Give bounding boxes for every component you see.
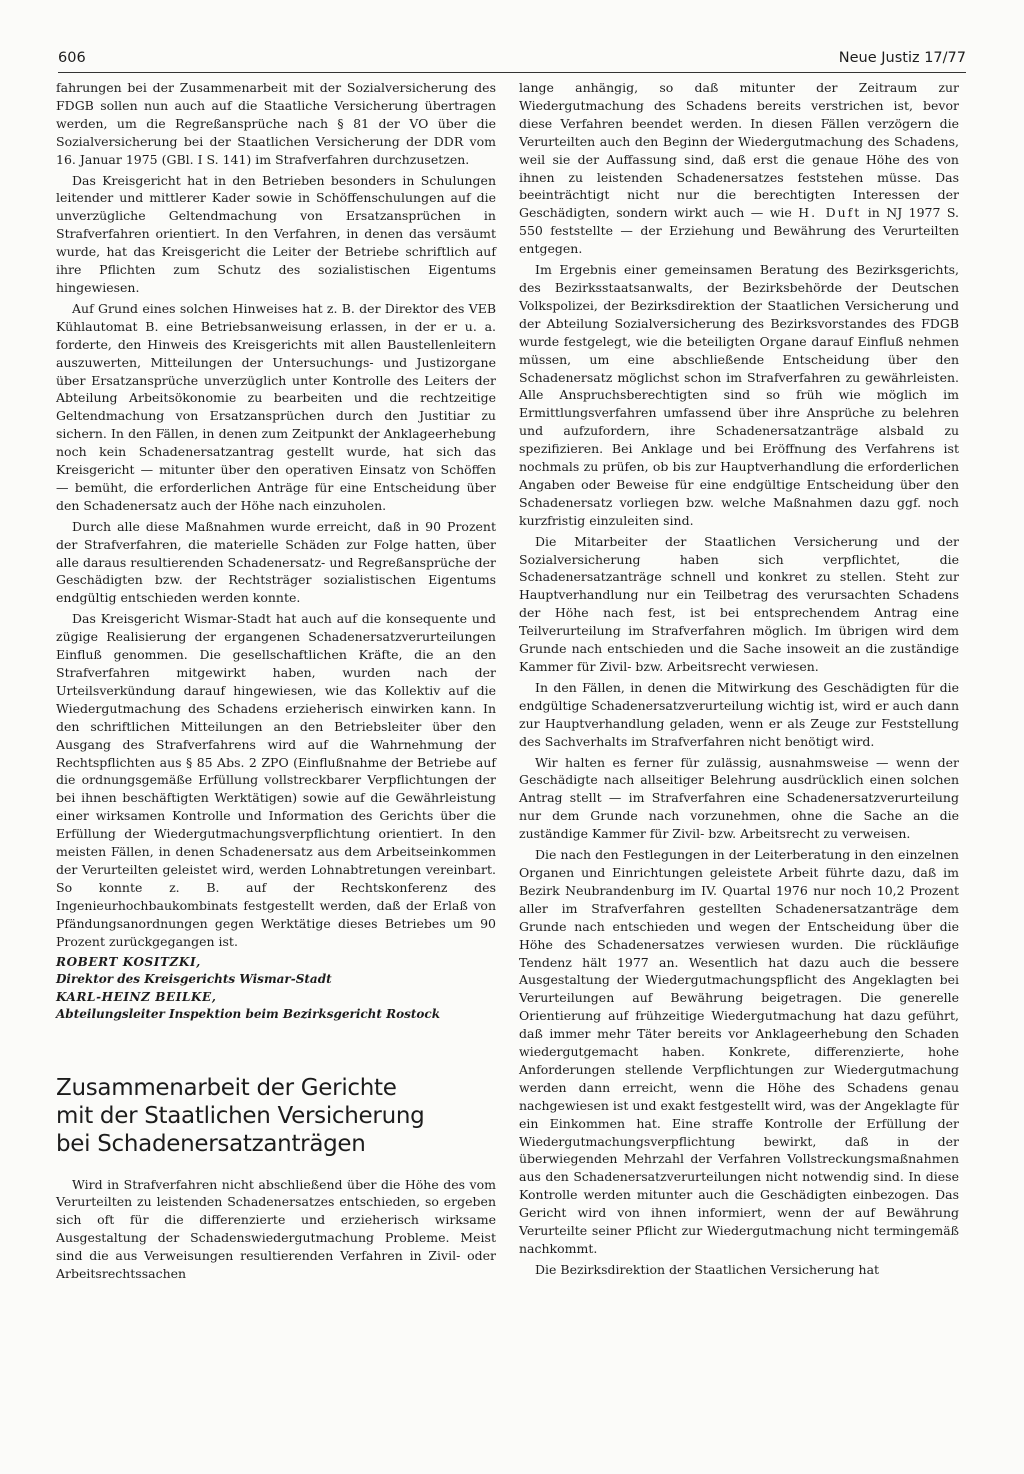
author-signature xyxy=(56,954,496,1024)
paragraph: Wir halten es ferner für zulässig, ausnahmsweise — wenn der Geschädigte nach allseitiger Belehrung ausdrücklich einen solchen Antrag stellt — im Strafverfahren eine Schadenersatzverurteilung nur dem Grunde nach vorzunehmen, ohne die Sache an die zuständige Kammer für Zivil- bzw. Arbeitsrecht zu verweisen. xyxy=(519,754,959,842)
title-line: mit der Staatlichen Versicherung xyxy=(56,1102,425,1129)
paragraph-text: in NJ 1977 S. 550 feststellte — der Erziehung und Bewährung des Verurteilten entgegen. xyxy=(519,205,959,257)
article-title xyxy=(56,1074,496,1158)
page-header xyxy=(58,50,966,74)
paragraph: In den Fällen, in denen die Mitwirkung des Geschädigten für die endgültige Schadenersatzverurteilung wichtig ist, wird er auch dann zur Hauptverhandlung geladen, wenn er als Zeuge zur Feststellung des Sachverhalts im Strafverfahren nicht benötigt wird. xyxy=(519,679,959,749)
paragraph: Im Ergebnis einer gemeinsamen Beratung des Bezirksgerichts, des Bezirksstaatsanwalts, der Bezirksbehörde der Deutschen Volkspolizei, der Bezirksdirektion der Staatlichen Versicherung und der Abteilung Sozialversicherung des Bezirksvorstandes des FDGB wurde festgelegt, wie die beteiligten Organe darauf Einfluß nehmen müssen, um eine abschließende Entscheidung über den Schadenersatz möglichst schon im Strafverfahren zu gewährleisten. Alle Anspruchsberechtigten sind so früh wie möglich im Ermittlungsverfahren umfassend über ihre Ansprüche zu belehren und aufzufordern, ihre Schadenersatzanträge alsbald zu spezifizieren. Bei Anklage und bei Eröffnung des Verfahrens ist nochmals zu prüfen, ob bis zur Hauptverhandlung die erforderlichen Angaben oder Beweise für eine endgültige Entscheidung über den Schadenersatz vorliegen bzw. welche Maßnahmen dazu ggf. noch kurzfristig einzuleiten sind. xyxy=(519,262,959,528)
journal-issue: Neue Justiz 17/77 xyxy=(838,50,966,66)
paragraph: Die nach den Festlegungen in der Leiterberatung in den einzelnen Organen und Einrichtungen geleistete Arbeit führte dazu, daß im Bezirk Neubrandenburg im IV. Quartal 1976 nur noch 10,2 Prozent aller im Strafverfahren gestellten Schadenersatzanträge dem Grunde nach entschieden und wegen der Entscheidung über die Höhe des Schadenersatzes verwiesen wurden. Die rückläufige Tendenz hält 1977 an. Wesentlich hat dazu auch die bessere Ausgestaltung der Wiedergutmachungspflicht des Angeklagten bei Verurteilungen auf Bewährung beigetragen. Die generelle Orientierung auf frühzeitige Wiedergutmachung hat dazu geführt, daß immer mehr Täter bereits vor Anklageerhebung den Schaden wiedergutgemacht haben. Konkrete, differenzierte, hohe Anforderungen stellende Verpflichtungen zur Wiedergutmachung werden dann erreicht, wenn die Höhe des Schadens genau nachgewiesen ist und exakt festgestellt wird, was der Angeklagte für ein Einkommen hat. Eine straffe Kontrolle der Erfüllung der Wiedergutmachungsverpflichtung bewirkt, daß in der überwiegenden Mehrzahl der Verfahren Vollstreckungsmaßnahmen aus den Schadenersatzverurteilungen nicht notwendig sind. In diese Kontrolle werden mitunter auch die Geschädigten einbezogen. Das Gericht wird von ihnen informiert, wenn der auf Bewährung Verurteilte seiner Pflicht zur Wiedergutmachung nicht termingemäß nachkommt. xyxy=(519,847,959,1256)
author-name: KARL-HEINZ BEILKE, xyxy=(56,989,217,1004)
author-name: ROBERT KOSITZKI, xyxy=(56,954,201,969)
paragraph: Das Kreisgericht Wismar-Stadt hat auch auf die konsequente und zügige Realisierung der ergangenen Schadenersatzverurteilungen Einfluß genommen. Die gesellschaftlichen Kräfte, die an den Strafverfahren mitgewirkt haben, wurden nach der Urteilsverkündung darauf hingewiesen, wie das Kollektiv auf die Wiedergutmachung des Schadens erzieherisch einwirken kann. In den schriftlichen Mitteilungen an den Betriebsleiter über den Ausgang des Strafverfahrens wird auf die Wahrnehmung der Rechtspflichten aus § 85 Abs. 2 ZPO (Einflußnahme der Betriebe auf die ordnungsgemäße Erfüllung vollstreckbarer Verpflichtungen der bei ihnen beschäftigten Werktätigen) sowie auf die Gewährleistung einer wirksamen Kontrolle und Information des Gerichts über die Erfüllung der Wiedergutmachungsverpflichtung orientiert. In den meisten Fällen, in denen Schadenersatz aus dem Arbeitseinkommen der Verurteilten geleistet wird, werden Lohnabtretungen vereinbart. So konnte z. B. auf der Rechtskonferenz des Ingenieurhochbaukombinats festgestellt werden, daß der Erlaß von Pfändungsanordnungen gegen Werktätige dieses Betriebes um 90 Prozent zurückgegangen ist. xyxy=(56,611,496,949)
paragraph: Durch alle diese Maßnahmen wurde erreicht, daß in 90 Prozent der Strafverfahren, die materielle Schäden zur Folge hatten, über alle daraus resultierenden Schadenersatz- und Regreßansprüche der Geschädigten bzw. der Rechtsträger sozialistischen Eigentums endgültig entschieden werden konnte. xyxy=(56,518,496,606)
header-rule xyxy=(58,72,966,73)
author-role: Direktor des Kreisgerichts Wismar-Stadt xyxy=(56,972,332,986)
paragraph: fahrungen bei der Zusammenarbeit mit der Sozialversicherung des FDGB sollen nun auch auf die Staatliche Versicherung übertragen werden, um die Regreßansprüche nach § 81 der VO über die Sozialversicherung bei der Staatlichen Versicherung der DDR vom 16. Januar 1975 (GBl. I S. 141) im Strafverfahren durchzusetzen. xyxy=(56,80,496,167)
cited-author: H. Duft xyxy=(798,205,862,221)
paragraph-text: lange anhängig, so daß mitunter der Zeitraum zur Wiedergutmachung des Schadens bereits verstrichen ist, bevor diese Verfahren beendet werden. In diesen Fällen verzögern die Verurteilten auch den Beginn der Wiedergutmachung des Schadens, weil sie der Auffassung sind, daß erst die genaue Höhe des von ihnen zu leistenden Schadenersatzes feststehen müsse. Das beeinträchtigt nicht nur die berechtigten Interessen der Geschädigten, sondern wirkt auch — wie xyxy=(519,80,959,221)
page-number: 606 xyxy=(58,50,86,66)
author-role: Abteilungsleiter Inspektion beim Bezirksgericht Rostock xyxy=(56,1007,441,1021)
title-line: Zusammenarbeit der Gerichte xyxy=(56,1074,397,1101)
left-column xyxy=(56,79,496,1286)
paragraph xyxy=(519,79,959,258)
title-line: bei Schadenersatzanträgen xyxy=(56,1130,366,1157)
right-column xyxy=(519,79,959,1282)
paragraph: Auf Grund eines solchen Hinweises hat z. B. der Direktor des VEB Kühlautomat B. eine Betriebsanweisung erlassen, in der er u. a. forderte, den Hinweis des Kreisgerichts mit allen Baustellenleitern auszuwerten, Mitteilungen der Untersuchungs- und Justizorgane über Ersatzansprüche unverzüglich unter Kontrolle des Leiters der Abteilung Arbeitsökonomie zu bearbeiten und die rechtzeitige Geltendmachung von Ersatzansprüchen durch den Justitiar zu sichern. In den Fällen, in denen zum Zeitpunkt der Anklageerhebung noch kein Schadenersatzantrag gestellt wurde, hat sich das Kreisgericht — mitunter über den operativen Einsatz von Schöffen — bemüht, die erforderlichen Anträge für eine Entscheidung über den Schadenersatz auch der Höhe nach einzuholen. xyxy=(56,300,496,513)
paragraph: Die Mitarbeiter der Staatlichen Versicherung und der Sozialversicherung haben sich verpflichtet, die Schadenersatzanträge schnell und konkret zu stellen. Steht zur Hauptverhandlung nur ein Teilbetrag des verursachten Schadens der Höhe nach fest, ist bei entsprechendem Antrag eine Teilverurteilung im Strafverfahren möglich. Im übrigen wird dem Grunde nach entschieden und die Sache insoweit an die zuständige Kammer für Zivil- bzw. Arbeitsrecht verwiesen. xyxy=(519,533,959,674)
paragraph: Das Kreisgericht hat in den Betrieben besonders in Schulungen leitender und mittlerer Kader sowie in Schöffenschulungen auf die unverzügliche Geltendmachung von Ersatzansprüchen in Strafverfahren orientiert. In den Verfahren, in denen das versäumt wurde, hat das Kreisgericht die Leiter der Betriebe schriftlich auf ihre Pflichten zum Schutz des sozialistischen Eigentums hingewiesen. xyxy=(56,172,496,295)
paragraph: Die Bezirksdirektion der Staatlichen Versicherung hat xyxy=(535,1261,880,1277)
paragraph: Wird in Strafverfahren nicht abschließend über die Höhe des vom Verurteilten zu leistenden Schadenersatzes entschieden, so ergeben sich oft für die differenzierte und erzieherisch wirksame Ausgestaltung der Schadenswiedergutmachung Probleme. Meist sind die aus Verweisungen resultierenden Verfahren in Zivil- oder Arbeitsrechtssachen xyxy=(56,1176,496,1282)
